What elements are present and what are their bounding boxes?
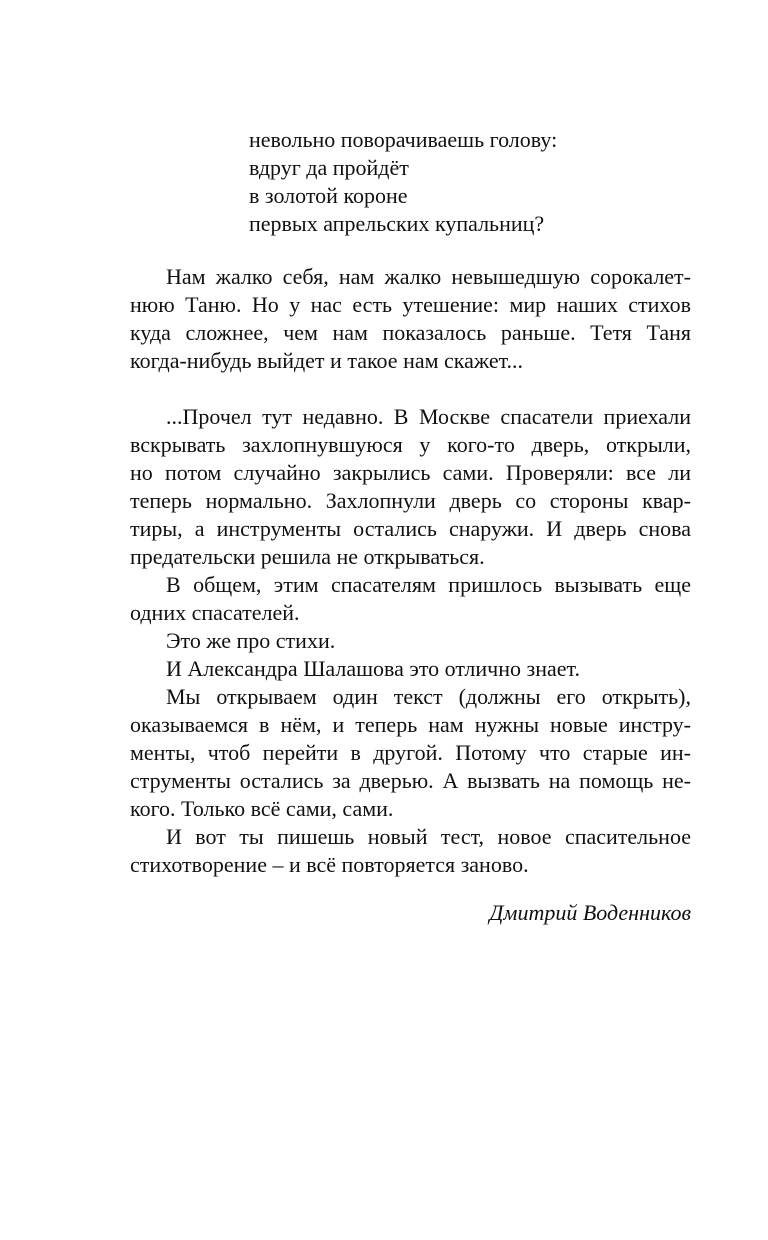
text-line: когда-нибудь выйдет и такое нам скажет... xyxy=(130,348,524,373)
poem-line: в золотой короне xyxy=(249,183,408,208)
text-line: предательски решила не открываться. xyxy=(130,544,485,569)
text-line: оказываемся в нём, и теперь нам нужны новые инстру- xyxy=(130,712,691,737)
text-line: Мы открываем один текст (должны его открыть), xyxy=(166,684,691,709)
text-line: теперь нормально. Захлопнули дверь со стороны квар- xyxy=(130,488,691,513)
text-line: струменты остались за дверью. А вызвать на помощь не- xyxy=(130,768,691,793)
poem-excerpt xyxy=(249,126,709,238)
text-line: но потом случайно закрылись сами. Проверяли: все ли xyxy=(130,460,691,485)
text-line: тиры, а инструменты остались снаружи. И дверь снова xyxy=(130,516,691,541)
text-line: И Александра Шалашова это отлично знает. xyxy=(166,656,580,681)
text-line: куда сложнее, чем нам показалось раньше. Тетя Таня xyxy=(130,320,691,345)
poem-line: вдруг да пройдёт xyxy=(249,155,409,180)
poem-line: невольно поворачиваешь голову: xyxy=(249,127,558,152)
text-line: кого. Только всё сами, сами. xyxy=(130,796,394,821)
text-line: вскрывать захлопнувшуюся у кого-то дверь, открыли, xyxy=(130,432,691,457)
text-line: Нам жалко себя, нам жалко невышедшую сорокалет- xyxy=(166,264,691,289)
author-signature: Дмитрий Воденников xyxy=(489,900,691,925)
poem-line: первых апрельских купальниц? xyxy=(249,211,545,236)
text-line: Это же про стихи. xyxy=(166,628,336,653)
text-line: нюю Таню. Но у нас есть утешение: мир наших стихов xyxy=(130,292,691,317)
text-line: ...Прочел тут недавно. В Москве спасатели приехали xyxy=(166,404,691,429)
text-line: В общем, этим спасателям пришлось вызывать еще xyxy=(166,572,691,597)
text-line: стихотворение – и всё повторяется заново. xyxy=(130,852,529,877)
text-line: менты, чтоб перейти в другой. Потому что старые ин- xyxy=(130,740,691,765)
text-line: И вот ты пишешь новый тест, новое спасительное xyxy=(166,824,691,849)
text-line: одних спасателей. xyxy=(130,600,300,625)
